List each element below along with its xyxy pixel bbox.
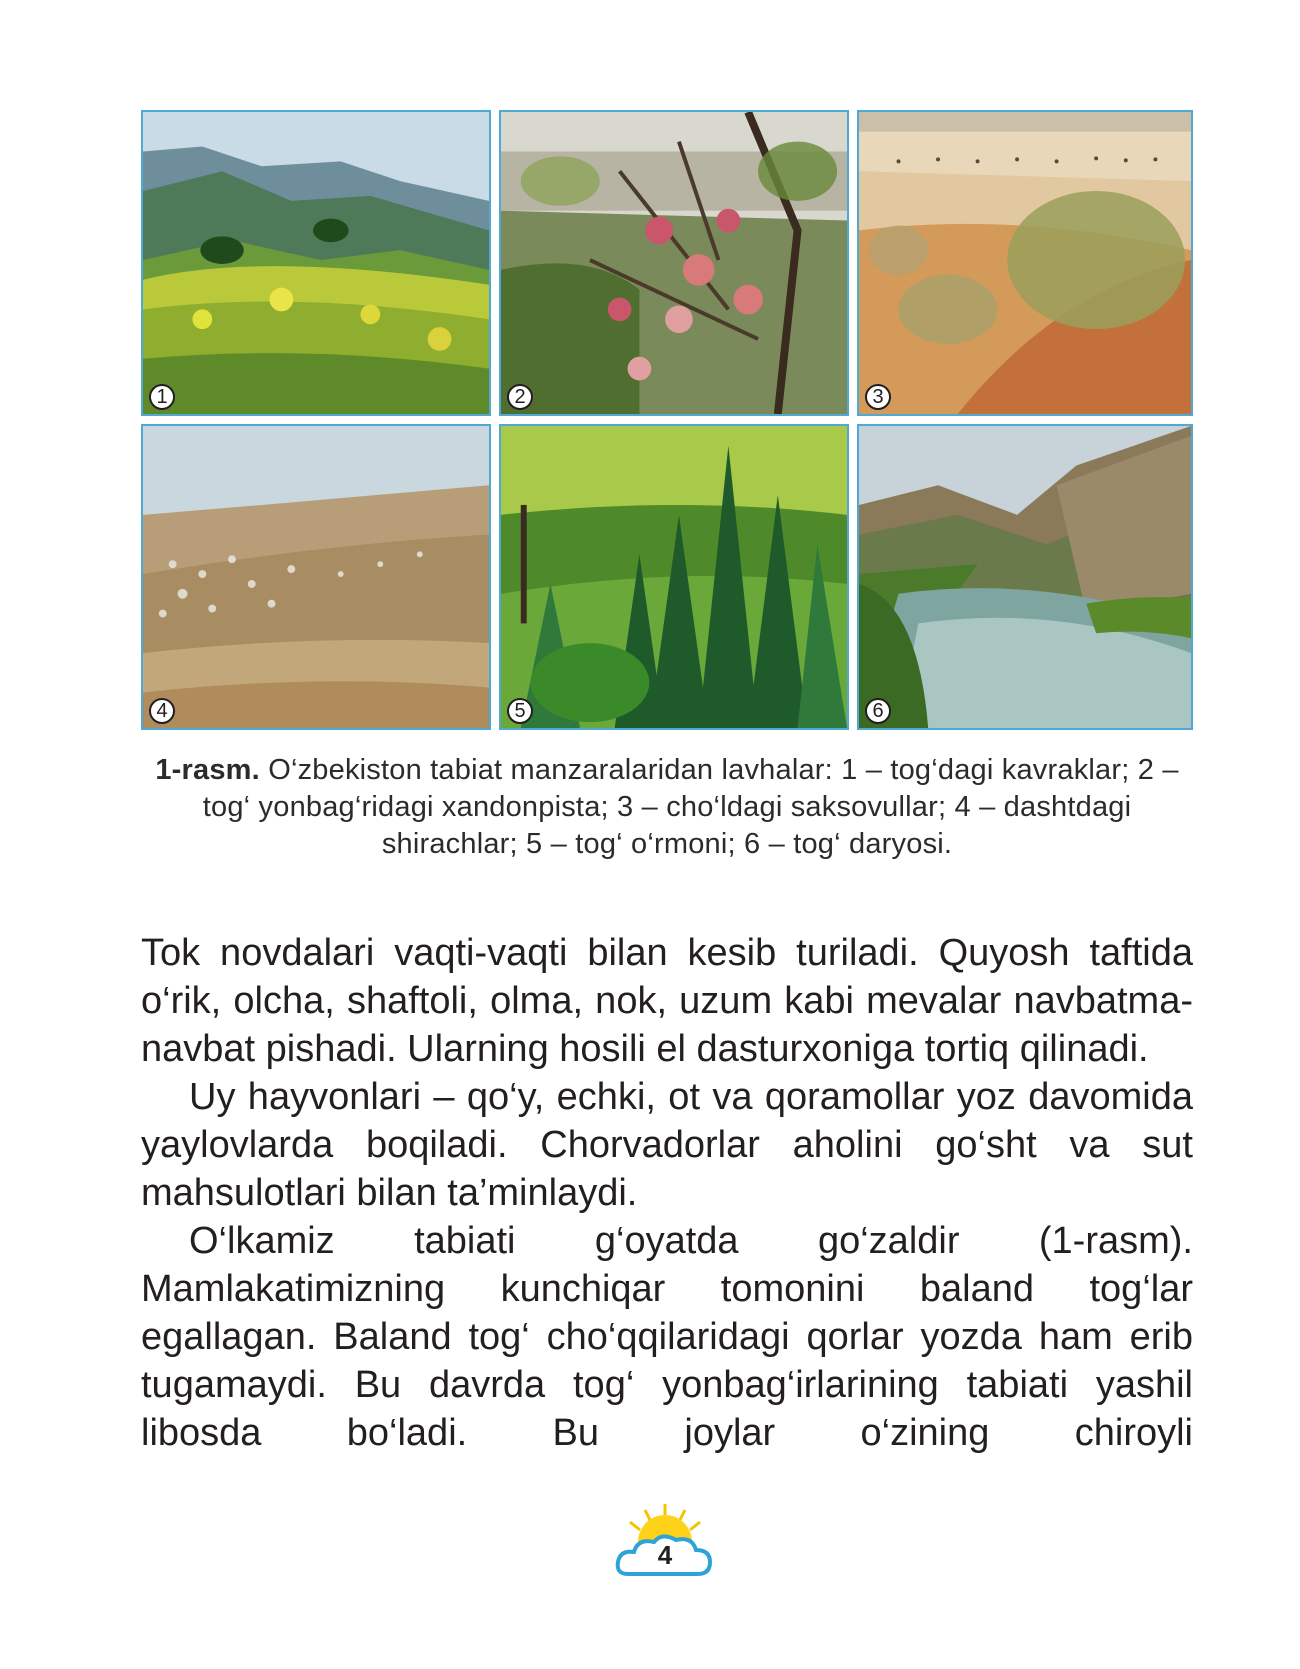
photo-number-badge: 2 [507,384,533,410]
photo-mountain-river [857,424,1193,730]
photo-number-badge: 3 [865,384,891,410]
page-number-badge [610,1502,720,1582]
paragraph: Uy hayvonlari – qo‘y, echki, ot va qoramollar yoz davomida yaylovlarda boqiladi. Chorvadorlar aholini go‘sht va sut mahsulotlari bilan ta’minlaydi. [141,1076,1193,1214]
body-text [141,929,1193,1457]
figure-photo-grid [141,110,1193,730]
photo-number-badge: 5 [507,698,533,724]
photo-mountain-kavrak [141,110,491,416]
figure-caption [141,752,1193,863]
figure-caption-text: O‘zbekiston tabiat manzaralaridan lavhalar: 1 – tog‘dagi kavraklar; 2 – tog‘ yonbag‘ridagi xandonpista; 3 – cho‘ldagi saksovullar; 4 – dashtdagi shirachlar; 5 – tog‘ o‘rmoni; 6 – tog‘ daryosi. [202,754,1179,860]
page-number: 4 [657,1540,673,1570]
paragraph: Tok novdalari vaqti-vaqti bilan kesib turiladi. Quyosh taftida o‘rik, olcha, shaftoli, olma, nok, uzum kabi mevalar navbatma-navbat pishadi. Ularning hosili el dasturxoniga tortiq qilinadi. [141,932,1193,1070]
photo-desert-saxaul [857,110,1193,416]
photo-number-badge: 4 [149,698,175,724]
photo-mountain-forest [499,424,849,730]
photo-number-badge: 1 [149,384,175,410]
photo-number-badge: 6 [865,698,891,724]
paragraph: O‘lkamiz tabiati g‘oyatda go‘zaldir (1-rasm). Mamlakatimizning kunchiqar tomonini baland tog‘lar egallagan. Baland tog‘ cho‘qqilaridagi qorlar yozda ham erib tugamaydi. Bu davrda tog‘ yonbag‘irlarining tabiati yashil libosda bo‘ladi. Bu joylar o‘zining chiroyli [141,1220,1193,1454]
photo-steppe-shirach [141,424,491,730]
photo-pistachio [499,110,849,416]
figure-caption-label: 1-rasm. [155,754,260,786]
